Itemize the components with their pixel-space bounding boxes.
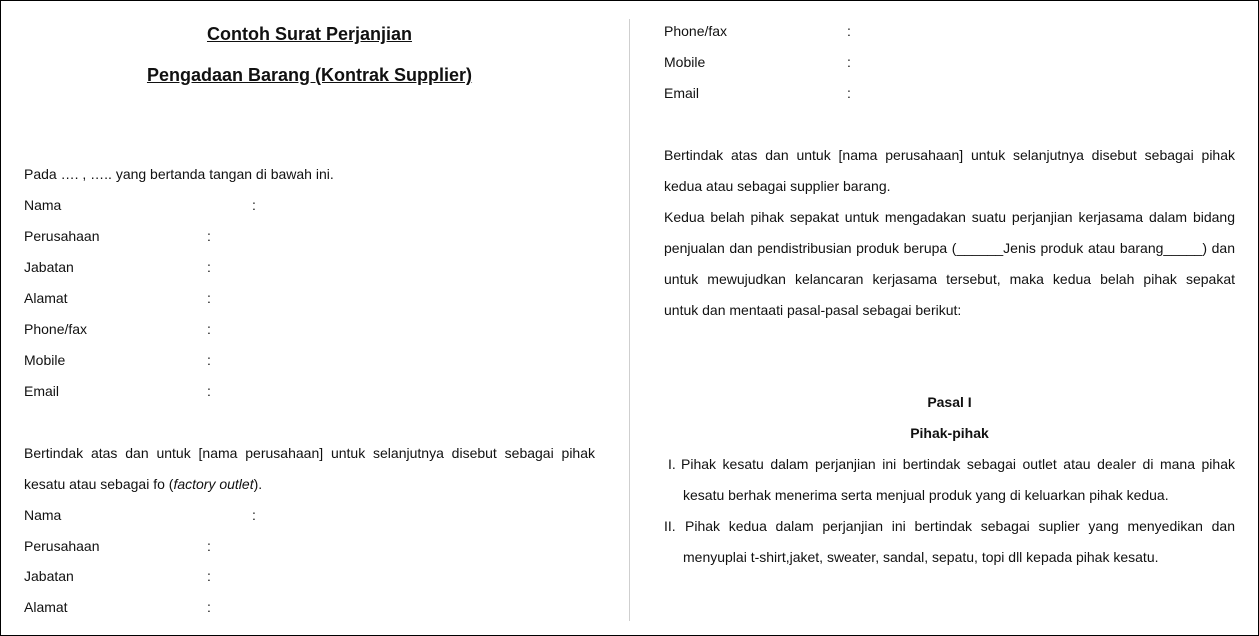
field-label: Perusahaan — [24, 228, 100, 244]
field-colon: : — [207, 352, 211, 368]
pasal-title: Pasal I — [927, 394, 972, 410]
field-row-phone-fax — [24, 319, 595, 339]
document-subtitle: Pengadaan Barang (Kontrak Supplier) — [146, 65, 473, 85]
field-label: Nama — [24, 197, 62, 213]
acting-paragraph-2-line-1: Bertindak atas dan untuk [nama perusahaan] untuk selanjutnya disebut sebagai pihak — [664, 147, 1235, 163]
field-label: Mobile — [24, 352, 66, 368]
field-colon: : — [252, 197, 256, 213]
acting-text: kesatu atau sebagai fo ( — [24, 476, 174, 492]
list-item-2-line-2: menyuplai t-shirt,jaket, sweater, sandal, sepatu, topi dll kepada pihak kesatu. — [683, 549, 1159, 565]
list-marker: I. — [668, 456, 676, 472]
column-divider — [629, 19, 630, 621]
field-colon: : — [847, 23, 851, 39]
pasal-subtitle: Pihak-pihak — [910, 425, 989, 441]
agreement-line-4: untuk dan mentaati pasal-pasal sebagai berikut: — [664, 302, 962, 318]
agreement-line-1: Kedua belah pihak sepakat untuk mengadakan suatu perjanjian kerjasama dalam bidang — [664, 209, 1235, 225]
field-row-mobile — [24, 350, 595, 370]
field-row-perusahaan — [24, 226, 595, 246]
field-colon: : — [207, 383, 211, 399]
field-colon: : — [207, 568, 211, 584]
list-item-1-line-2: kesatu berhak menerima serta menjual produk yang di keluarkan pihak kedua. — [683, 487, 1169, 503]
agreement-line-2: penjualan dan pendistribusian produk berupa (______Jenis produk atau barang_____) dan — [664, 240, 1235, 256]
field-label: Alamat — [24, 599, 68, 615]
field-row-jabatan-2 — [24, 566, 595, 586]
list-item-text: Pihak kesatu dalam perjanjian ini bertindak sebagai outlet atau dealer di mana pihak — [681, 456, 1235, 472]
field-colon: : — [207, 538, 211, 554]
list-item-2-line-1 — [664, 516, 1235, 536]
field-colon: : — [207, 290, 211, 306]
field-label: Email — [24, 383, 60, 399]
field-row-nama — [24, 195, 595, 215]
field-row-email — [24, 381, 595, 401]
field-row-alamat-2 — [24, 597, 595, 617]
field-row-perusahaan-2 — [24, 536, 595, 556]
field-label: Jabatan — [24, 259, 74, 275]
field-label: Phone/fax — [664, 23, 728, 39]
acting-paragraph-line-2 — [24, 474, 595, 494]
intro-line: Pada …. , ….. yang bertanda tangan di bawah ini. — [24, 166, 334, 182]
field-colon: : — [207, 259, 211, 275]
field-colon: : — [207, 599, 211, 615]
field-row-phone-fax-2 — [664, 21, 1235, 41]
field-colon: : — [207, 228, 211, 244]
field-label: Nama — [24, 507, 62, 523]
acting-paragraph-2-line-2: kedua atau sebagai supplier barang. — [664, 178, 891, 194]
field-colon: : — [207, 321, 211, 337]
list-item-1-line-1 — [664, 454, 1235, 474]
field-label: Email — [664, 85, 700, 101]
acting-text-end: ). — [253, 476, 263, 492]
field-label: Phone/fax — [24, 321, 88, 337]
field-row-nama-2 — [24, 505, 595, 525]
field-row-email-2 — [664, 83, 1235, 103]
field-colon: : — [847, 54, 851, 70]
factory-outlet-term: factory outlet — [173, 476, 254, 492]
field-label: Jabatan — [24, 568, 74, 584]
acting-paragraph-line-1: Bertindak atas dan untuk [nama perusahaan] untuk selanjutnya disebut sebagai pihak — [24, 445, 595, 461]
document-title: Contoh Surat Perjanjian — [206, 24, 413, 44]
field-row-jabatan — [24, 257, 595, 277]
list-marker: II. — [664, 518, 676, 534]
field-colon: : — [252, 507, 256, 523]
list-item-text: Pihak kedua dalam perjanjian ini bertindak sebagai suplier yang menyedikan dan — [685, 518, 1235, 534]
field-colon: : — [847, 85, 851, 101]
agreement-line-3: untuk mewujudkan kelancaran kerjasama tersebut, maka kedua belah pihak sepakat — [664, 271, 1235, 287]
field-label: Alamat — [24, 290, 68, 306]
field-row-mobile-2 — [664, 52, 1235, 72]
field-label: Perusahaan — [24, 538, 100, 554]
field-row-alamat — [24, 288, 595, 308]
field-label: Mobile — [664, 54, 706, 70]
